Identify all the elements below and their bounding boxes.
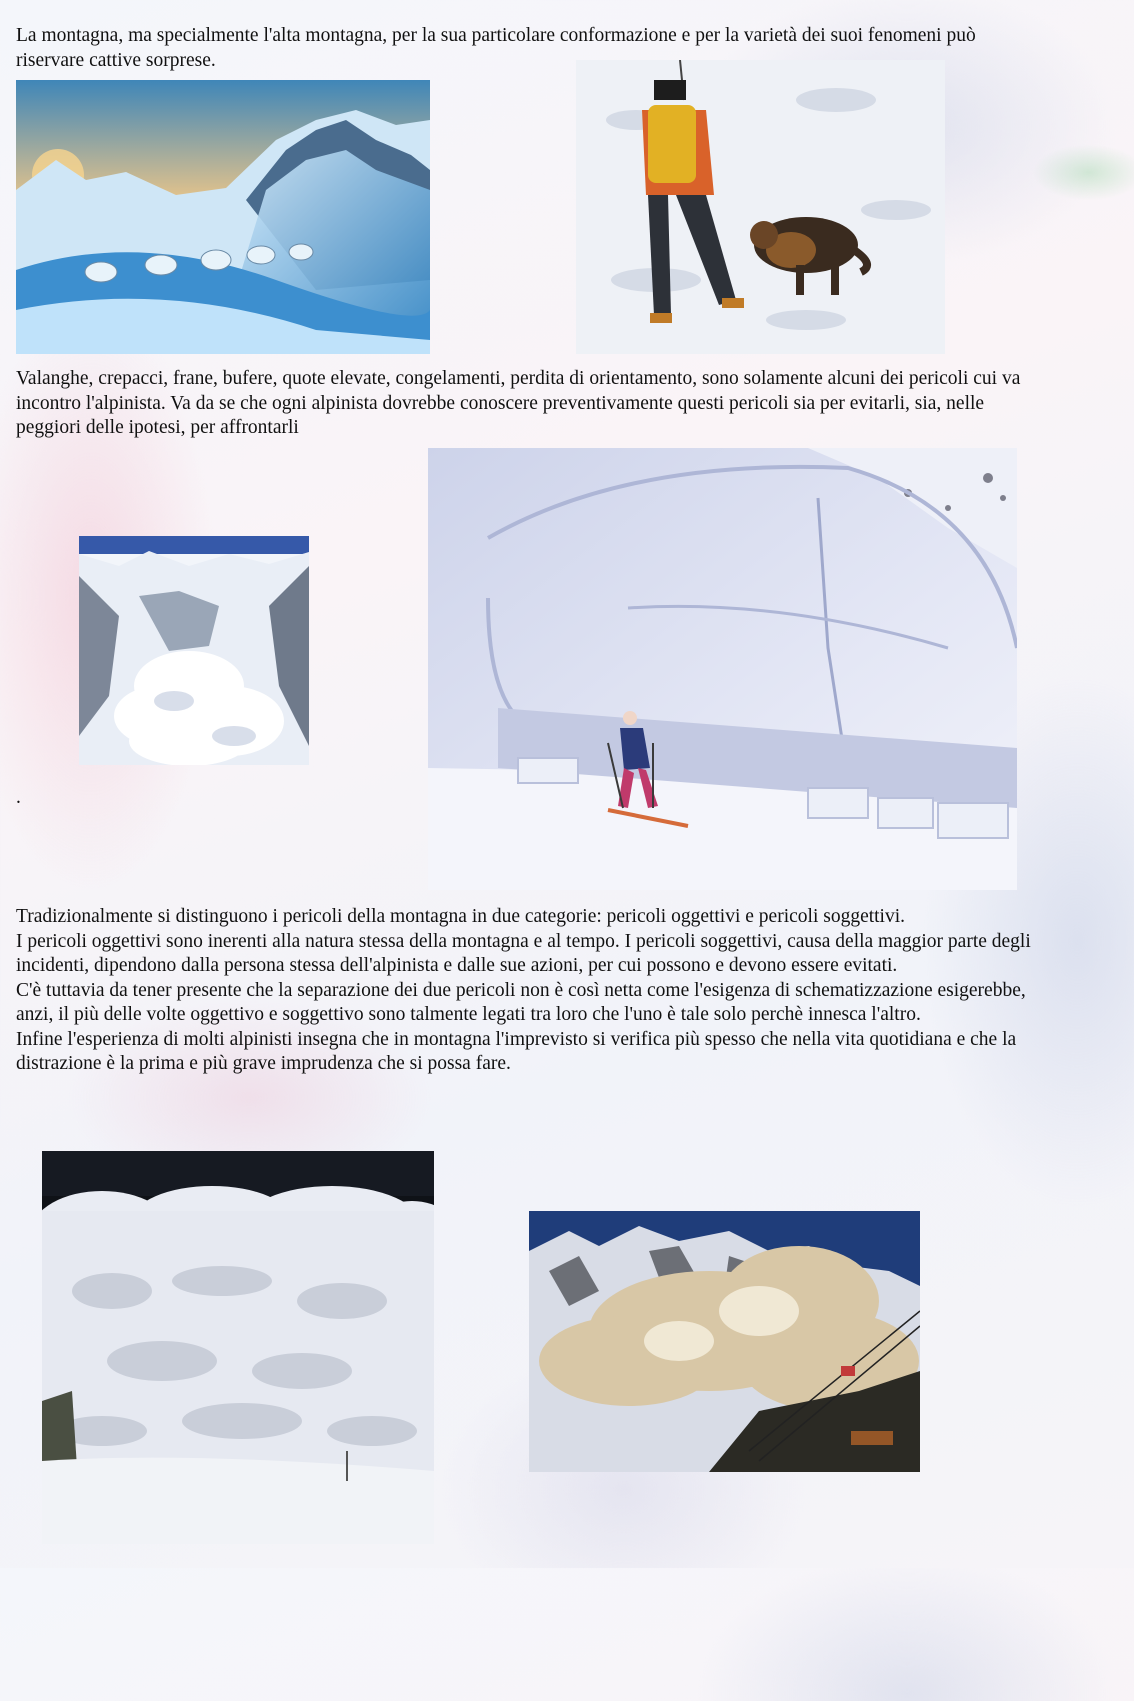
categories-line-1: Tradizionalmente si distinguono i pericoli della montagna in due categorie: pericoli oggettivi e pericoli soggettivi. <box>16 906 906 927</box>
categories-line-3: C'è tuttavia da tener presente che la separazione dei due pericoli non è così netta come l'esigenza di schematizzazione esigerebbe, anzi, il più delle volte oggettivo e soggettivo sono talmente legati tra loro che l'uno è tale solo perchè innesca l'altro. <box>16 979 1026 1025</box>
avalanche-in-valley-image <box>79 536 309 765</box>
categories-line-2: I pericoli oggettivi sono inerenti alla natura stessa della montagna e al tempo. I pericoli soggettivi, causa della maggior parte degli incidenti, dipendono dalla persona stessa dell'alpinista e dalle sue azioni, per cui possono e devono essere evitati. <box>16 930 1031 976</box>
categories-paragraph <box>16 905 1036 1077</box>
powder-avalanche-front-image <box>42 1151 434 1544</box>
intro-paragraph: La montagna, ma specialmente l'alta montagna, per la sua particolare conformazione e per la varietà dei suoi fenomeni può riservare cattive sorprese. <box>16 25 976 71</box>
skier-slab-avalanche-image <box>428 448 1017 890</box>
dangers-paragraph: Valanghe, crepacci, frane, bufere, quote elevate, congelamenti, perdita di orientamento, sono solamente alcuni dei pericoli cui va incontro l'alpinista. Va da se che ogni alpinista dovrebbe conoscere preventivamente questi pericoli sia per evitarli, sia, nelle peggiori delle ipotesi, per affrontarli <box>16 368 1021 438</box>
rescuer-with-dog-image <box>576 60 945 354</box>
separator-dot: . <box>16 787 21 808</box>
categories-line-4: Infine l'esperienza di molti alpinisti insegna che in montagna l'imprevisto si verifica più spesso che nella vita quotidiana e che la distrazione è la prima e più grave imprudenza che si possa fare. <box>16 1028 1017 1074</box>
avalanche-over-chairlift-image <box>529 1211 920 1472</box>
horses-avalanche-painting-image <box>16 80 430 354</box>
